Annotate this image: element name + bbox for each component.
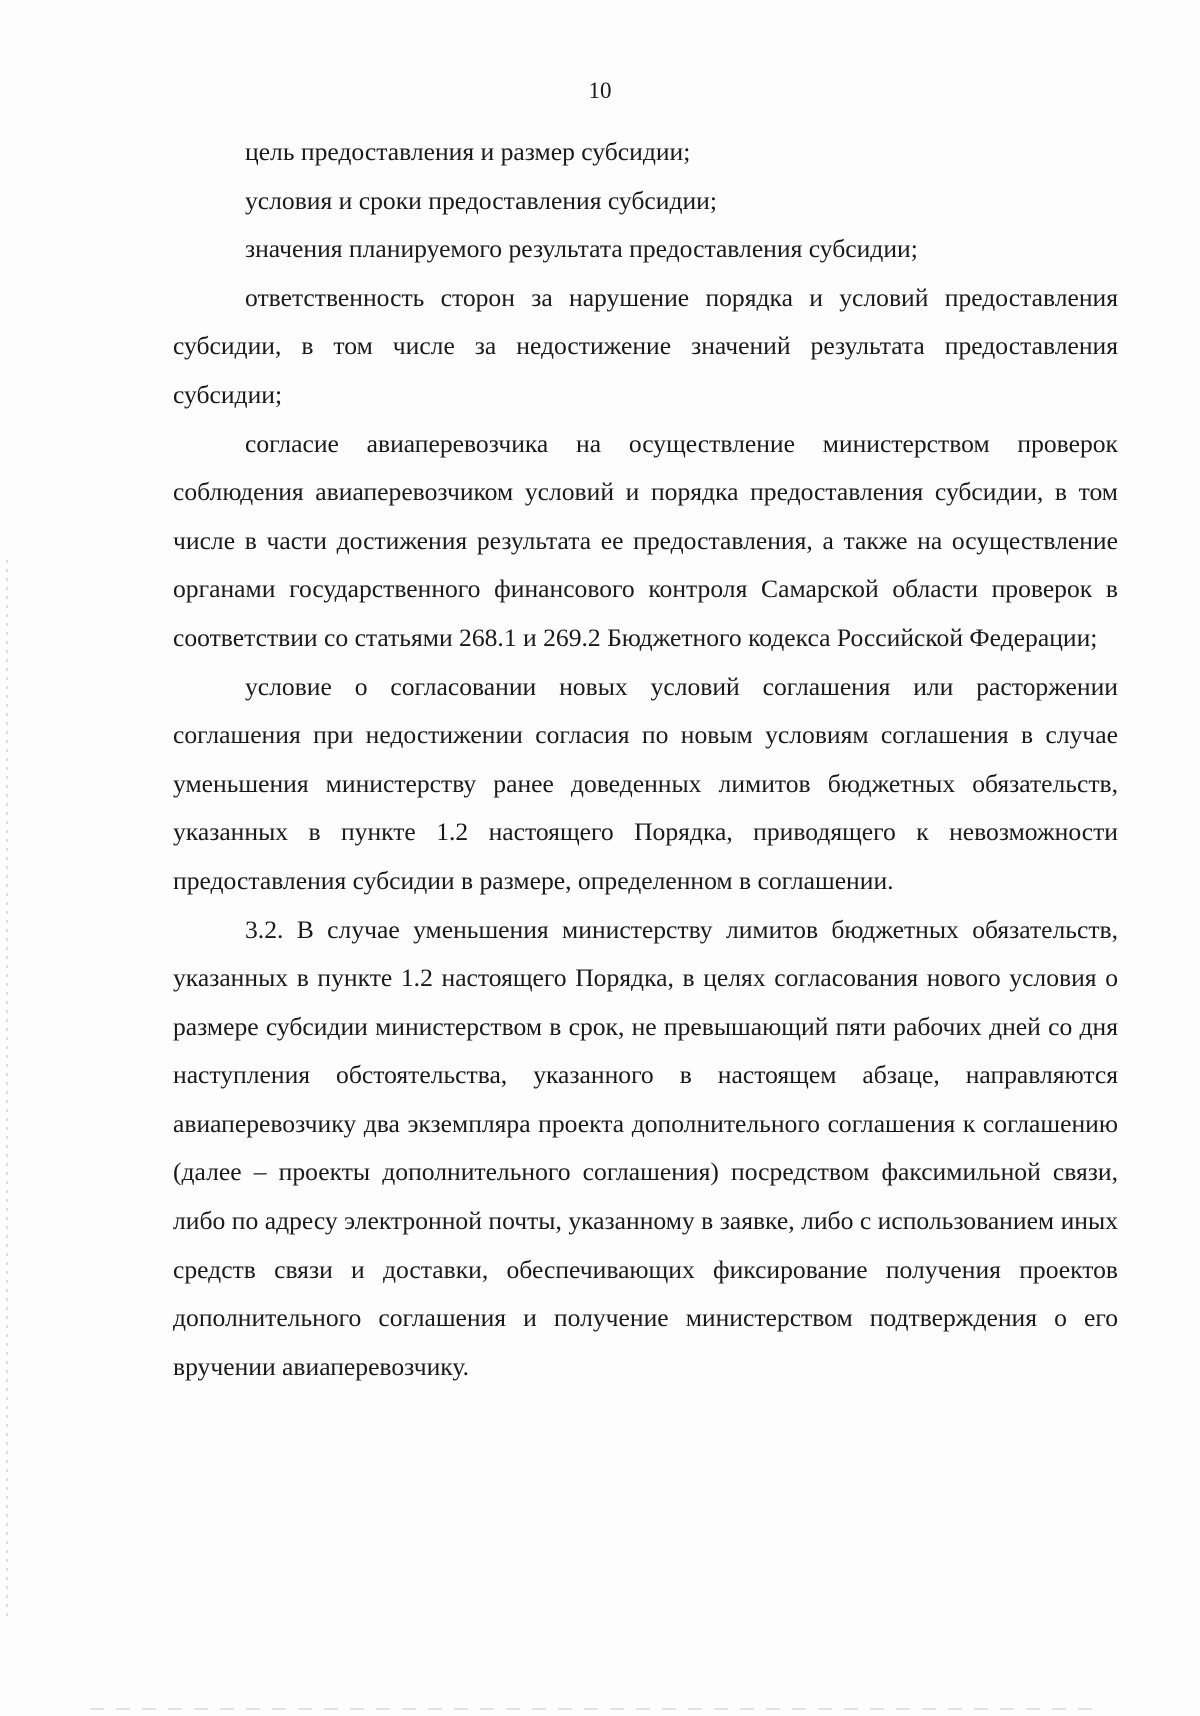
paragraph-planned-result: значения планируемого результата предоставления субсидии; bbox=[245, 234, 918, 264]
paragraph-new-conditions: условие о согласовании новых условий соглашения или расторжении соглашения при недостижении согласия по новым условиям соглашения в случае уменьшения министерству ранее доведенных лимитов бюджетных обязательств, указанных в пункте 1.2 настоящего Порядка, приводящего к невозможности предоставления субсидии в размере, определенном в соглашении. bbox=[173, 671, 1118, 895]
page-number: 10 bbox=[588, 78, 612, 103]
paragraph-section-3-2: 3.2. В случае уменьшения министерству лимитов бюджетных обязательств, указанных в пункте 1.2 настоящего Порядка, в целях согласования нового условия о размере субсидии министерством в срок, не превышающий пяти рабочих дней со дня наступления обстоятельства, указанного в настоящем абзаце, направляются авиаперевозчику два экземпляра проекта дополнительного соглашения к соглашению (далее – проекты дополнительного соглашения) посредством факсимильной связи, либо по адресу электронной почты, указанному в заявке, либо с использованием иных средств связи и доставки, обеспечивающих фиксирование получения проектов дополнительного соглашения и получение министерством подтверждения о его вручении авиаперевозчику. bbox=[173, 914, 1118, 1381]
paragraph-responsibility: ответственность сторон за нарушение порядка и условий предоставления субсидии, в том числе за недостижение значений результата предоставления субсидии; bbox=[173, 282, 1118, 409]
scan-bottom-edge bbox=[90, 1708, 1100, 1710]
document-body bbox=[173, 128, 1118, 1391]
scan-left-edge bbox=[6, 560, 8, 1620]
paragraph-subsidy-terms: условия и сроки предоставления субсидии; bbox=[245, 185, 717, 215]
paragraph-subsidy-purpose: цель предоставления и размер субсидии; bbox=[245, 137, 691, 166]
paragraph-consent-inspection: согласие авиаперевозчика на осуществление министерством проверок соблюдения авиаперевозчиком условий и порядка предоставления субсидии, в том числе в части достижения результата ее предоставления, а также на осуществление органами государственного финансового контроля Самарской области проверок в соответствии со статьями 268.1 и 269.2 Бюджетного кодекса Российской Федерации; bbox=[173, 428, 1118, 652]
